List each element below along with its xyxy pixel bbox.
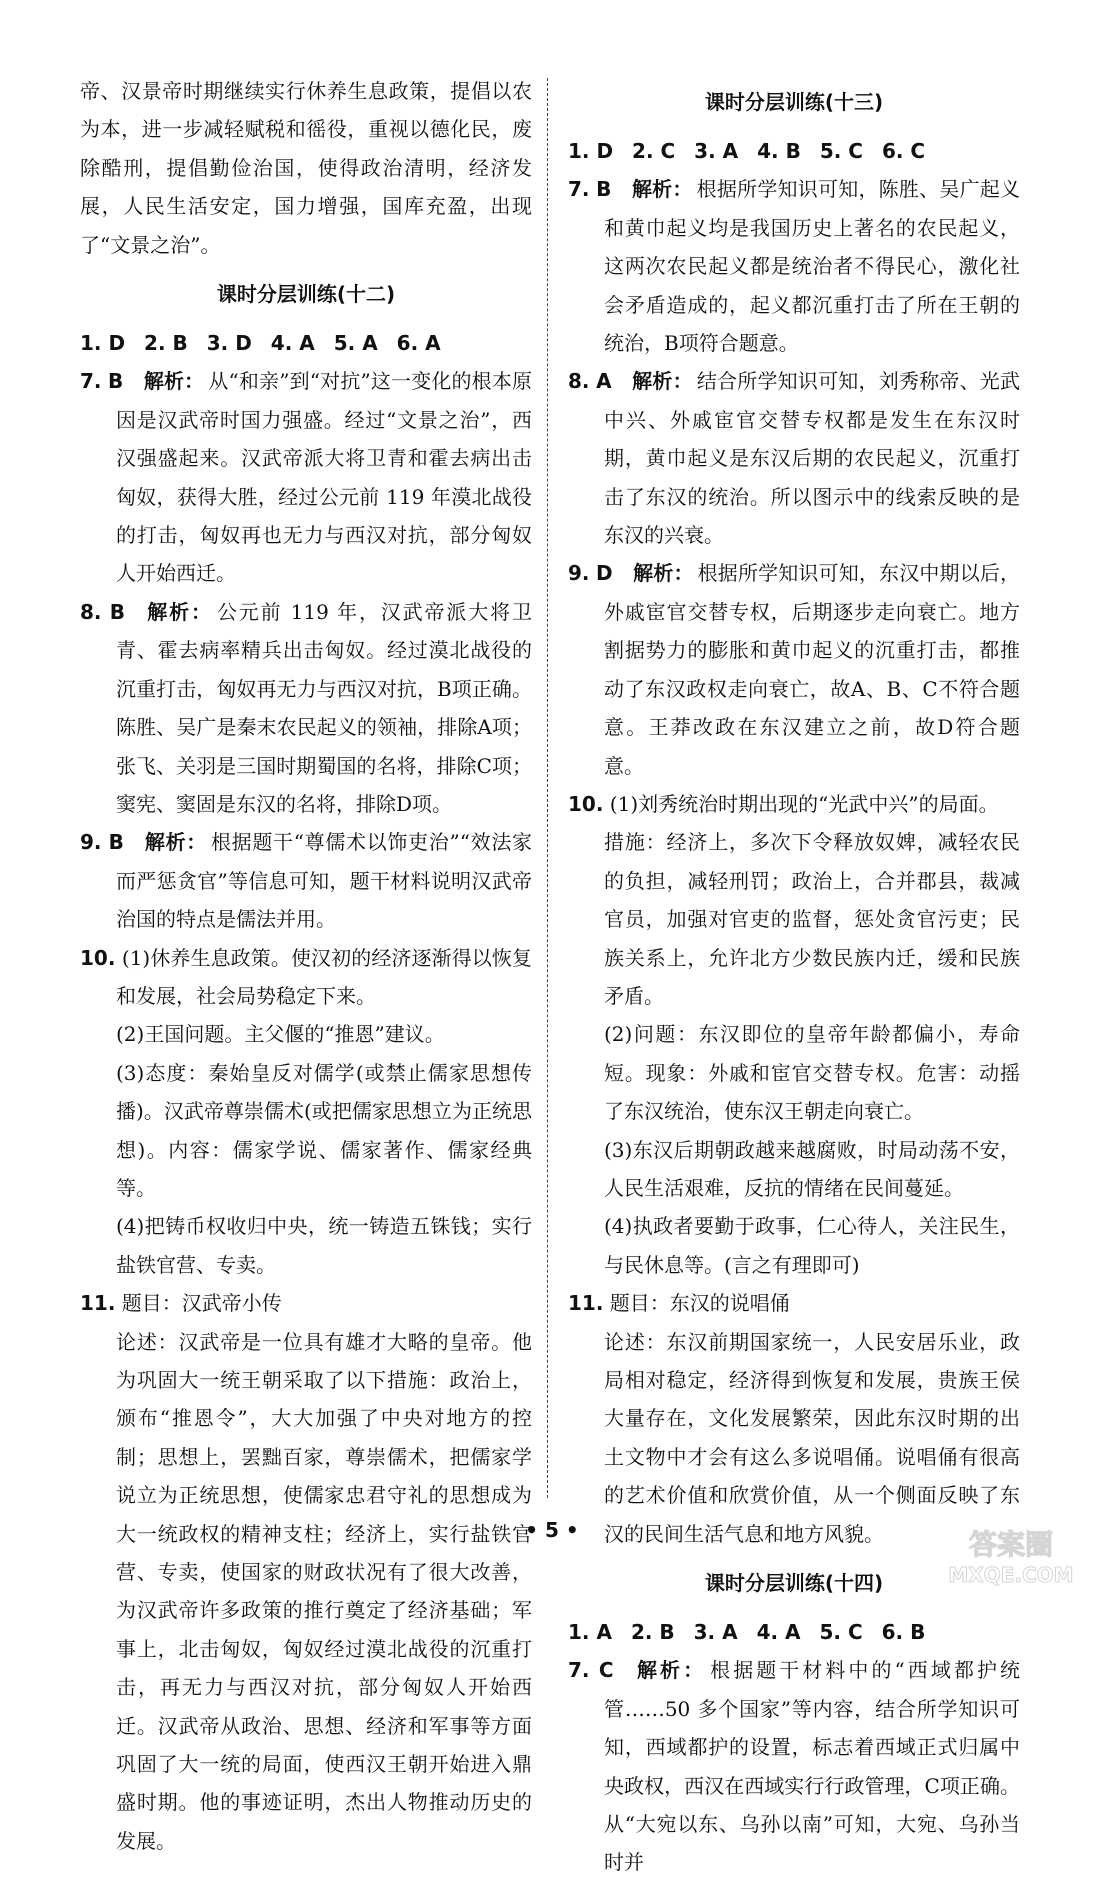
item-number: 8. (568, 369, 590, 394)
mc-answer: 1. D (80, 331, 126, 356)
item-answer: B (596, 177, 612, 202)
sub-answer: (4)把铸币权收归中央，统一铸造五铢钱；实行盐铁官营、专卖。 (116, 1214, 532, 1277)
section-title-14: 课时分层训练(十四) (704, 1571, 884, 1596)
answer-item-9 (80, 823, 532, 938)
mc-answer: 1. A (568, 1620, 612, 1645)
section-title-13: 课时分层训练(十三) (704, 90, 884, 114)
mc-answer: 3. A (694, 139, 739, 163)
mc-answer: 4. A (756, 1620, 801, 1645)
mc-answer: 5. A (333, 331, 378, 356)
analysis-text: 公元前 119 年，汉武帝派大将卫青、霍去病率精兵出击匈奴。经过漠北战役的沉重打击，匈奴再无力与西汉对抗，B项正确。陈胜、吴广是秦末农民起义的领袖，排除A项；张飞、关羽是三国时期蜀国的名将，排除C项；窦宪、窦固是东汉的名将，排除D项。 (116, 599, 533, 816)
item-answer: C (598, 1658, 614, 1683)
sub-answer: (4)执政者要勤于政事，仁心待人，关注民生，与民休息等。(言之有理即可) (604, 1214, 1020, 1277)
mc-answer: 3. D (206, 331, 252, 356)
analysis-text: 根据所学知识可知，陈胜、吴广起义和黄巾起义均是我国历史上著名的农民起义，这两次农民起义都是统治者不得民心，激化社会矛盾造成的，起义都沉重打击了所在王朝的统治，B项符合题意。 (604, 177, 1021, 356)
item-text: (1)休养生息政策。使汉初的经济逐渐得以恢复和发展，社会局势稳定下来。 (116, 945, 532, 1008)
item-number: 8. (80, 599, 102, 624)
item-number: 10. (568, 791, 604, 816)
sub-answer: (3)东汉后期朝政越来越腐败，时局动荡不安，人民生活艰难，反抗的情绪在民间蔓延。 (604, 1137, 1020, 1200)
answer-item-10 (80, 939, 532, 1016)
answer-item-11 (80, 1284, 532, 1322)
intro-paragraph: 帝、汉景帝时期继续实行休养生息政策，提倡以农为本，进一步减轻赋税和徭役，重视以德化民，废除酷刑，提倡勤俭治国，使得政治清明，经济发展，人民生活安定，国力增强，国库充盈，出现了“文景之治”。 (80, 79, 532, 257)
item-number: 7. (80, 369, 102, 394)
sub-answer: (3)态度：秦始皇反对儒学(或禁止儒家思想传播)。汉武帝尊崇儒术(或把儒家思想立为正统思想)。内容：儒家学说、儒家著作、儒家经典等。 (116, 1060, 532, 1200)
mc-answer: 1. D (568, 139, 614, 163)
sub-answer: (2)问题：东汉即位的皇帝年龄都偏小，寿命短。现象：外戚和宦官交替专权。危害：动摇了东汉统治，使东汉王朝走向衰亡。 (604, 1022, 1020, 1124)
item-text: 题目：汉武帝小传 (121, 1291, 282, 1316)
item-text: 题目：东汉的说唱俑 (609, 1291, 790, 1316)
mc-answers-14 (568, 1613, 1020, 1651)
mc-answer: 6. C (881, 139, 926, 163)
item-text: (1)刘秀统治时期出现的“光武中兴”的局面。 (609, 791, 999, 816)
analysis-text: 根据题干材料中的“西域都护统管……50 多个国家”等内容，结合所学知识可知，西域都护的设置，标志着西域正式归属中央政权，西汉在西域实行行政管理，C项正确。从“大宛以东、乌孙以南”可知，大宛、乌孙当时并 (604, 1658, 1020, 1875)
analysis-text: 结合所学知识可知，刘秀称帝、光武中兴、外戚宦官交替专权都是发生在东汉时期，黄巾起义是东汉后期的农民起义，沉重打击了东汉的统治。所以图示中的线索反映的是东汉的兴衰。 (604, 369, 1021, 548)
sub-answer: 措施：经济上，多次下令释放奴婢，减轻农民的负担，减轻刑罚；政治上，合并郡县，裁减官员，加强对官吏的监督，惩处贪官污吏；民族关系上，允许北方少数民族内迁，缓和民族矛盾。 (604, 830, 1020, 1008)
page-number: • 5 • (525, 1518, 579, 1542)
analysis-label: 解析： (632, 369, 693, 394)
mc-answer: 6. B (881, 1620, 926, 1645)
answer-item-8 (80, 593, 532, 823)
item-answer: B (109, 599, 125, 624)
watermark-logo (936, 1520, 1086, 1590)
mc-answer: 3. A (693, 1620, 738, 1645)
item-number: 7. (568, 177, 590, 202)
essay-text: 论述：东汉前期国家统一，人民安居乐业，政局相对稳定，经济得到恢复和发展，贵族王侯大量存在，文化发展繁荣，因此东汉时期的出土文物中才会有这么多说唱俑。说唱俑有很高的艺术价值和欣赏价值，从一个侧面反映了东汉的民间生活气息和地方风貌。 (604, 1329, 1020, 1546)
section-title-12: 课时分层训练(十二) (216, 282, 396, 307)
answer-item-10 (568, 785, 1020, 823)
item-answer: B (108, 830, 124, 855)
mc-answer: 4. B (757, 139, 801, 163)
analysis-label: 解析： (637, 1658, 707, 1683)
watermark-text-bottom: MXQE.COM (948, 1563, 1074, 1587)
analysis-label: 解析： (144, 830, 207, 855)
mc-answer: 2. B (630, 1620, 675, 1645)
answer-item-7 (80, 362, 532, 592)
answer-item-9 (568, 554, 1020, 784)
watermark-text-top: 答案圈 (968, 1528, 1054, 1561)
mc-answer: 5. C (819, 1620, 863, 1645)
analysis-label: 解析： (143, 369, 205, 394)
mc-answer: 6. A (396, 331, 441, 356)
analysis-text: 从“和亲”到“对抗”这一变化的根本原因是汉武帝时国力强盛。经过“文景之治”，西汉强盛起来。汉武帝派大将卫青和霍去病出击匈奴，获得大胜，经过公元前 119 年漠北战役的打击，匈奴再也无力与西汉对抗，部分匈奴人开始西迁。 (116, 369, 533, 586)
column-divider (547, 78, 548, 1498)
mc-answer: 5. C (819, 139, 863, 163)
item-number: 9. (80, 830, 102, 855)
analysis-text: 根据所学知识可知，东汉中期以后，外戚宦官交替专权，后期逐步走向衰亡。地方割据势力的膨胀和黄巾起义的沉重打击，都推动了东汉政权走向衰亡，故A、B、C不符合题意。王莽改政在东汉建立之前，故D符合题意。 (604, 561, 1021, 778)
sub-answer: (2)王国问题。主父偃的“推恩”建议。 (116, 1022, 445, 1047)
item-answer: D (596, 561, 613, 586)
mc-answers-12 (80, 324, 532, 362)
analysis-label: 解析： (147, 599, 213, 624)
essay-text: 论述：汉武帝是一位具有雄才大略的皇帝。他为巩固大一统王朝采取了以下措施：政治上，颁布“推恩令”，大大加强了中央对地方的控制；思想上，罢黜百家，尊崇儒术，把儒家学说立为正统思想，使儒家忠君守礼的思想成为大一统政权的精神支柱；经济上，实行盐铁官营、专卖，使国家的财政状况有了很大改善，为汉武帝许多政策的推行奠定了经济基础；军事上，北击匈奴，匈奴经过漠北战役的沉重打击，再无力与西汉对抗，部分匈奴人开始西迁。汉武帝从政治、思想、经济和军事等方面巩固了大一统的局面，使西汉王朝开始进入鼎盛时期。他的事迹证明，杰出人物推动历史的发展。 (116, 1329, 532, 1853)
answer-item-7 (568, 170, 1020, 362)
item-number: 10. (80, 945, 116, 970)
answer-item-11 (568, 1284, 1020, 1322)
item-number: 11. (80, 1291, 116, 1316)
analysis-text: 根据题干“尊儒术以饰吏治”“效法家而严惩贪官”等信息可知，题干材料说明汉武帝治国的特点是儒法并用。 (116, 830, 533, 932)
item-number: 11. (568, 1291, 604, 1316)
item-number: 9. (568, 561, 590, 586)
mc-answers-13 (568, 132, 1020, 170)
mc-answer: 2. C (632, 139, 676, 163)
left-column (80, 72, 532, 1860)
mc-answer: 2. B (144, 331, 188, 356)
answer-item-8 (568, 362, 1020, 554)
right-column (568, 72, 1020, 1882)
item-number: 7. (568, 1658, 590, 1683)
mc-answer: 4. A (270, 331, 315, 356)
item-answer: B (108, 369, 124, 394)
item-answer: A (596, 369, 612, 394)
answer-item-7 (568, 1651, 1020, 1881)
analysis-label: 解析： (631, 177, 693, 202)
analysis-label: 解析： (633, 561, 694, 586)
